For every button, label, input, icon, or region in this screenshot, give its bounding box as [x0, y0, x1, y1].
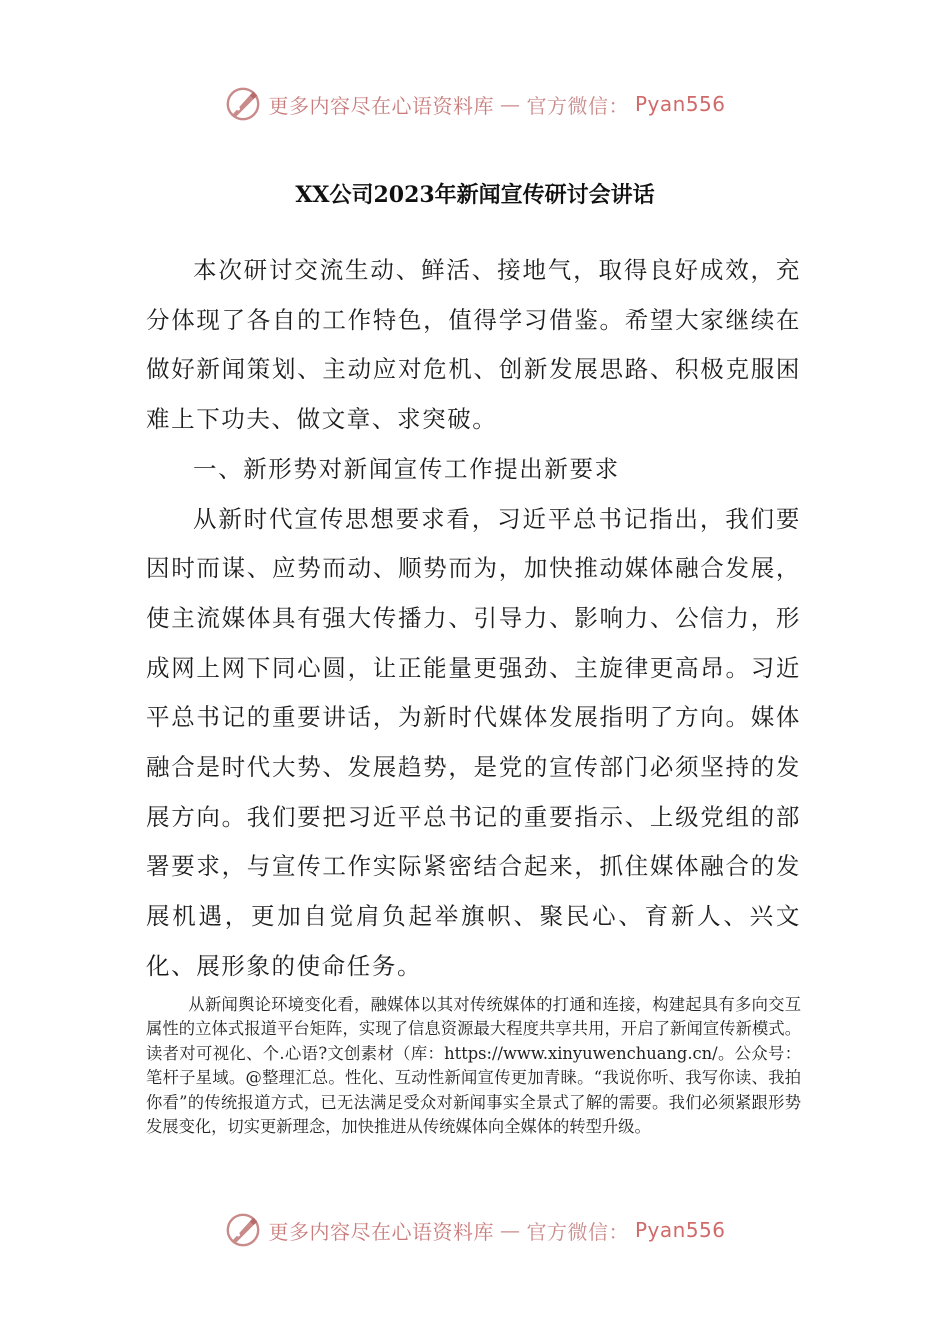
banner-dash: —: [499, 92, 521, 116]
body-paragraph: 本次研讨交流生动、鲜活、接地气，取得良好成效，充分体现了各自的工作特色，值得学习借鉴。希望大家继续在做好新闻策划、主动应对危机、创新发展思路、积极克服困难上下功夫、做文章、求突破。: [146, 256, 801, 434]
footer-watermark-banner: [0, 1208, 950, 1252]
banner-wechat-id: Pyan556: [634, 92, 726, 116]
header-watermark-banner: [0, 82, 950, 126]
section-heading: 一、新形势对新闻宣传工作提出新要求: [193, 454, 620, 483]
banner-dash: —: [499, 1218, 521, 1242]
banner-brand-text: 更多内容尽在心语资料库: [268, 93, 494, 118]
pen-nib-logo-icon: [224, 85, 262, 123]
banner-wechat-label: 官方微信：: [526, 93, 629, 118]
banner-wechat-id: Pyan556: [634, 1218, 726, 1242]
pen-nib-logo-icon: [224, 1211, 262, 1249]
body-paragraph: 从新时代宣传思想要求看，习近平总书记指出，我们要因时而谋、应势而动、顺势而为，加快推动媒体融合发展，使主流媒体具有强大传播力、引导力、影响力、公信力，形成网上网下同心圆，让正能量更强劲、主旋律更高昂。习近平总书记的重要讲话，为新时代媒体发展指明了方向。媒体融合是时代大势、发展趋势，是党的宣传部门必须坚持的发展方向。我们要把习近平总书记的重要指示、上级党组的部署要求，与宣传工作实际紧密结合起来，抓住媒体融合的发展机遇，更加自觉肩负起举旗帜、聚民心、育新人、兴文化、展形象的使命任务。: [146, 504, 801, 980]
document-title: XX公司2023年新闻宣传研讨会讲话: [295, 182, 655, 208]
banner-brand-text: 更多内容尽在心语资料库: [268, 1219, 494, 1244]
document-body: [146, 246, 801, 992]
banner-wechat-label: 官方微信：: [526, 1219, 629, 1244]
small-paragraph: 从新闻舆论环境变化看，融媒体以其对传统媒体的打通和连接，构建起具有多向交互属性的立体式报道平台矩阵，实现了信息资源最大程度共享共用，开启了新闻宣传新模式。读者对可视化、个.心语?文创素材（库：https://www.xinyuwenchuang.cn/。公众号：笔杆子星域。@整理汇总。性化、互动性新闻宣传更加青睐。“我说你听、我写你读、我拍你看”的传统报道方式，已无法满足受众对新闻事实全景式了解的需要。我们必须紧跟形势发展变化，切实更新理念，加快推进从传统媒体向全媒体的转型升级。: [146, 995, 801, 1137]
